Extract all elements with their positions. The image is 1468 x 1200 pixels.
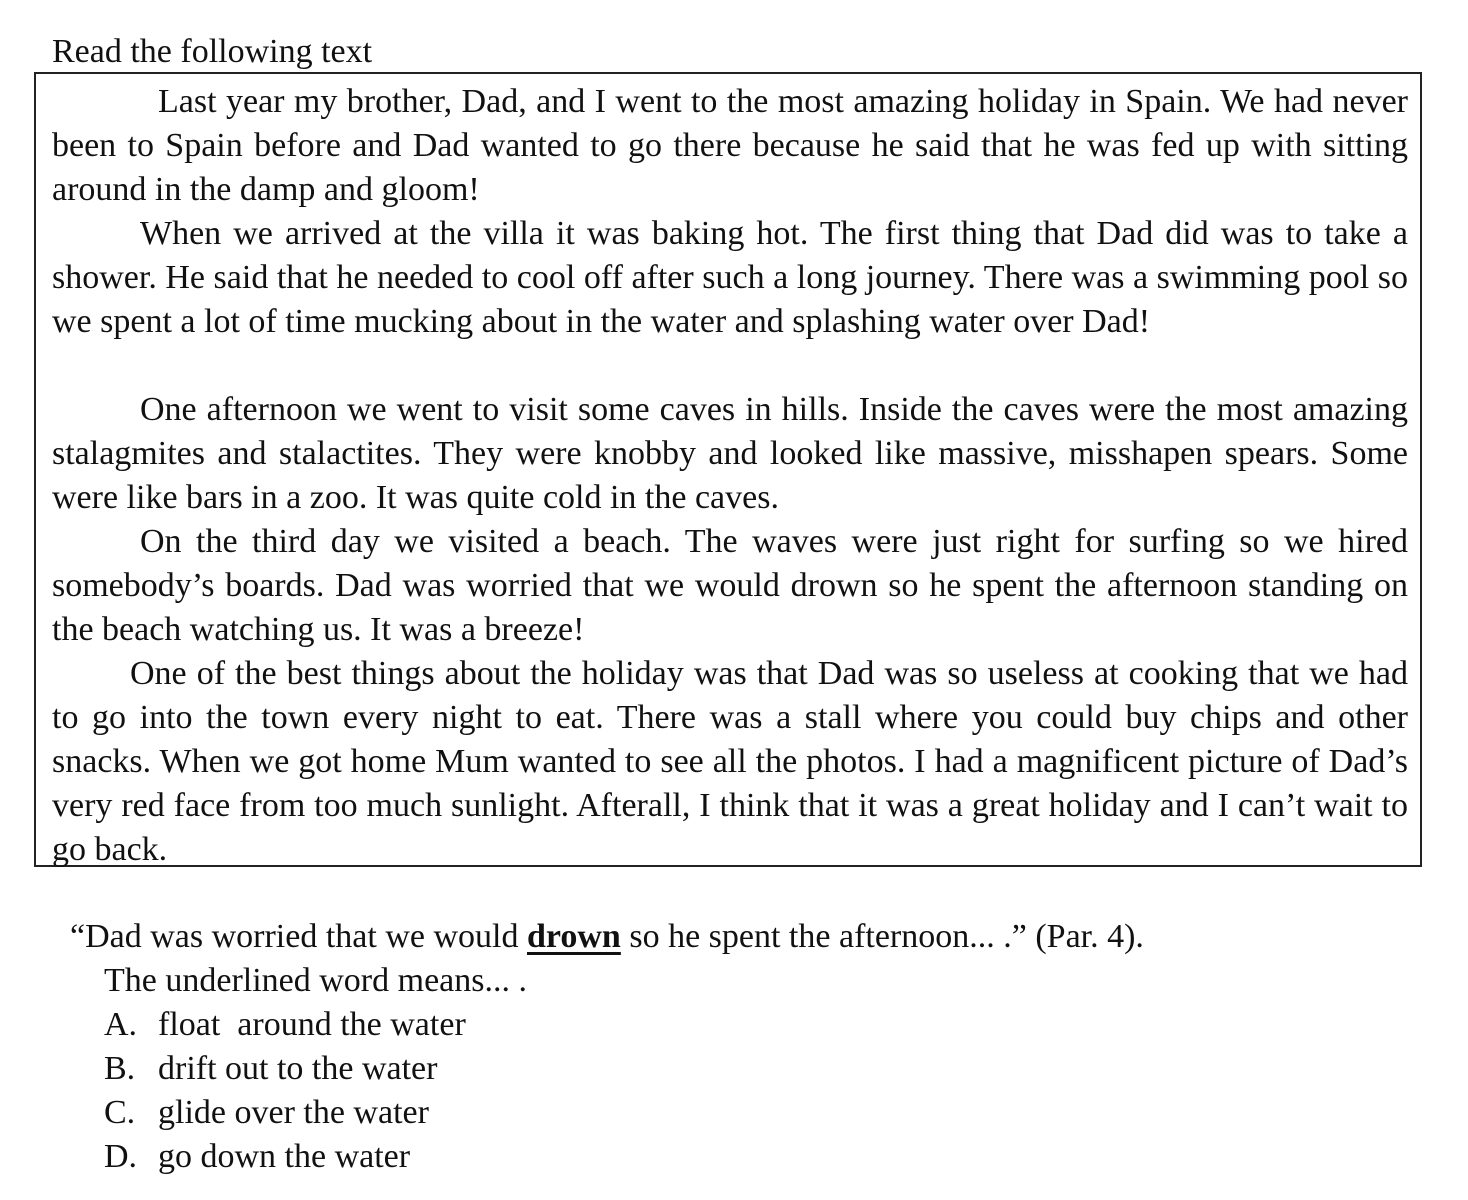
question-text-before: “Dad was worried that we would — [70, 918, 527, 955]
option-text: drift out to the water — [158, 1050, 438, 1087]
passage-paragraph-2: When we arrived at the villa it was baking hot. The first thing that Dad did was to take a shower. He said that he needed to cool off after such a long journey. There was a swimming pool so we spent a lot of time mucking about in the water and splashing water over Dad! — [52, 215, 1408, 340]
option-c[interactable] — [104, 1091, 466, 1135]
option-text: glide over the water — [158, 1094, 429, 1131]
passage-paragraph-5: One of the best things about the holiday was that Dad was so useless at cooking that we had to go into the town every night to eat. There was a stall where you could buy chips and other snacks. When we got home Mum wanted to see all the photos. I had a magnificent picture of Dad’s very red face from too much sunlight. Afterall, I think that it was a great holiday and I can’t wait to go back. — [52, 655, 1408, 868]
question-prompt: The underlined word means... . — [104, 962, 527, 999]
instruction-heading: Read the following text — [52, 33, 373, 70]
option-a[interactable] — [104, 1003, 466, 1047]
underlined-keyword: drown — [526, 918, 621, 955]
option-d[interactable] — [104, 1135, 466, 1179]
option-text: go down the water — [158, 1138, 411, 1175]
option-letter: B. — [104, 1050, 136, 1087]
passage-paragraph-4: On the third day we visited a beach. The waves were just right for surfing so we hired somebody’s boards. Dad was worried that we would drown so he spent the afternoon standing on the beach watching us. It was a breeze! — [52, 523, 1408, 648]
passage-paragraph-3: One afternoon we went to visit some caves in hills. Inside the caves were the most amazing stalagmites and stalactites. They were knobby and looked like massive, misshapen spears. Some were like bars in a zoo. It was quite cold in the caves. — [52, 391, 1408, 516]
option-letter: C. — [104, 1094, 136, 1131]
option-text: float around the water — [158, 1006, 466, 1043]
question-stem — [70, 915, 1144, 959]
option-letter: A. — [104, 1006, 138, 1043]
option-b[interactable] — [104, 1047, 466, 1091]
passage-box — [34, 72, 1422, 867]
passage-paragraph-1: Last year my brother, Dad, and I went to the most amazing holiday in Spain. We had never been to Spain before and Dad wanted to go there because he said that he was fed up with sitting around in the damp and gloom! — [52, 83, 1408, 208]
option-letter: D. — [104, 1138, 138, 1175]
question-text-after: so he spent the afternoon... .” (Par. 4). — [620, 918, 1144, 955]
answer-options — [104, 1003, 466, 1179]
